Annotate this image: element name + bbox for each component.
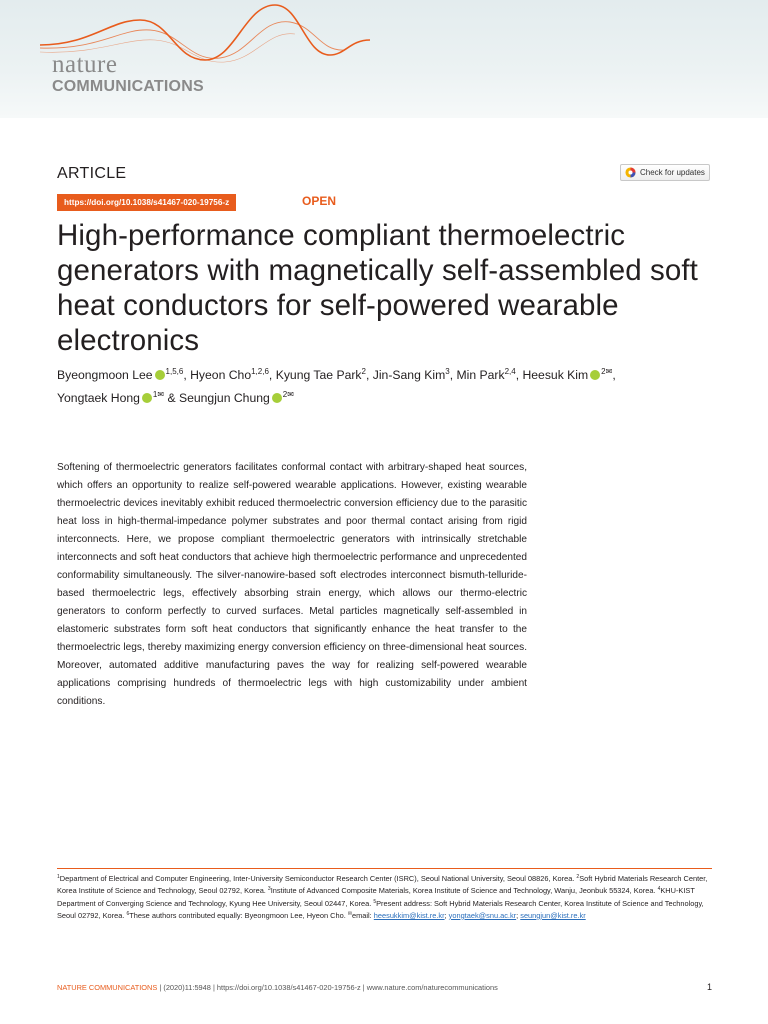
author-name[interactable]: Kyung Tae Park	[275, 368, 362, 382]
author-name[interactable]: Hyeon Cho	[190, 368, 252, 382]
journal-logo-communications: COMMUNICATIONS	[52, 78, 204, 95]
author-affiliation: 3	[445, 367, 450, 376]
check-updates-icon	[625, 167, 636, 178]
footnote-number: 4	[657, 886, 661, 893]
footnote-number: 6	[126, 910, 130, 917]
author-entry	[456, 368, 515, 382]
page-number: 1	[706, 982, 712, 992]
author-affiliation: 1,2,6	[251, 367, 269, 376]
author-affiliation: 1✉	[152, 390, 165, 399]
footnote-text: KHU-KIST Department of Converging Science and Technology, Kyung Hee University, Seoul 02447, Korea.	[57, 886, 695, 908]
author-name[interactable]: Yongtaek Hong	[57, 391, 140, 405]
doi-link[interactable]: https://doi.org/10.1038/s41467-020-19756-z	[57, 194, 236, 211]
article-title: High-performance compliant thermoelectric generators with magnetically self-assembled soft heat conductors for self-powered wearable electronics	[57, 219, 698, 357]
affiliation-footnotes: $^1$Department of Electrical and Computer Engineering, Inter-University Semiconductor Research Center (ISRC), Seoul National University, Seoul 08826, Korea. $^2$Soft Hybrid Materials Research Center, Korea Institute of Science and Technology, Seoul 02792, Korea. $^3$Institute of Advanced Composite Materials, Korea Institute of Science and Technology, Wanju, Jeonbuk 55324, Korea. $^4$KHU-KIST Department of Converging Science and Technology, Kyung Hee University, Seoul 02447, Korea. $^5$Present address: Soft Hybrid Materials Research Center, Korea Institute of Science and Technology, Seoul 02792, Korea. $^6$These authors contributed equally: Byeongmoon Lee, Hyeon Cho. ✉email: heesukkim@kist.re.kr; yongtaek@snu.ac.kr; seungjun@kist.re.kr	[57, 874, 708, 920]
author-entry	[190, 368, 269, 382]
author-name[interactable]: Heesuk Kim	[522, 368, 589, 382]
email-link[interactable]: seungjun@kist.re.kr	[520, 910, 586, 920]
author-name[interactable]: Seungjun Chung	[178, 391, 270, 405]
author-entry	[522, 368, 612, 382]
author-affiliation: 2✉	[601, 367, 613, 376]
email-link[interactable]: yongtaek@snu.ac.kr	[448, 910, 517, 920]
author-entry	[179, 391, 294, 405]
footer-citation	[57, 983, 498, 992]
abstract-text: Softening of thermoelectric generators facilitates conformal contact with arbitrary-shaped heat sources, which offers an opportunity to realize self-powered wearable applications. However, existing wearable thermoelectric devices inevitably exhibit reduced thermoelectric conversion efficiency due to the parasitic heat loss in high-thermal-impedance polymer substrates and poor thermal contact arising from rigid interconnects. Here, we propose compliant thermoelectric generators with intrinsically stretchable interconnects and soft heat conductors that achieve high thermoelectric performance and unprecedented conformability simultaneously. The silver-nanowire-based soft electrodes interconnect bismuth-telluride-based thermoelectric legs, effectively absorbing strain energy, which allows our thermo-electric generators to conform perfectly to curved surfaces. Metal particles magnetically self-assembled in elastomeric substrates form soft heat conductors that significantly enhance the heat transfer to the thermoelectric legs, thereby maximizing energy conversion efficiency on three-dimensional heat sources. Moreover, automated additive manufacturing paves the way for realizing self-powered wearable applications comprising hundreds of thermoelectric legs with high customizability under ambient conditions.	[57, 462, 527, 707]
orcid-icon[interactable]	[142, 393, 152, 403]
footer-journal-name: NATURE COMMUNICATIONS	[57, 982, 158, 992]
footnote-text: Department of Electrical and Computer Engineering, Inter-University Semiconductor Research Center (ISRC), Seoul National University, Seoul 08826, Korea.	[59, 874, 577, 883]
email-prefix: email:	[352, 910, 374, 920]
author-affiliation: 2✉	[282, 390, 294, 399]
footer-citation-text[interactable]: | (2020)11:5948 | https://doi.org/10.1038/s41467-020-19756-z | www.nature.com/naturecommunications	[157, 982, 498, 992]
author-affiliation: 2	[361, 367, 366, 376]
orcid-icon[interactable]	[272, 393, 282, 403]
author-entry	[276, 368, 366, 382]
author-entry	[57, 391, 164, 405]
author-name[interactable]: Byeongmoon Lee	[57, 368, 153, 382]
check-updates-label: Check for updates	[640, 168, 705, 177]
author-affiliation: 1,5,6	[165, 367, 184, 376]
footnote-text: Present address: Soft Hybrid Materials Research Center, Korea Institute of Science and Technology, Seoul 02792, Korea.	[57, 898, 704, 920]
journal-logo-nature: nature	[52, 51, 118, 78]
author-list: Byeongmoon Lee $^{1,5,6}$, Hyeon Cho$^{1,2,6}$, Kyung Tae Park$^2$, Jin-Sang Kim$^3$, Min Park$^{2,4}$, Heesuk Kim $^{2✉}$, Yongtaek Hong $^{1✉}$ & Seungjun Chung $^{2✉}$	[57, 367, 616, 405]
page-footer	[57, 982, 712, 992]
footnote-number: 5	[373, 898, 377, 905]
author-entry	[373, 368, 450, 382]
footnote-text: These authors contributed equally: Byeongmoon Lee, Hyeon Cho.	[129, 910, 348, 920]
check-for-updates-button[interactable]	[620, 164, 710, 181]
email-link[interactable]: heesukkim@kist.re.kr	[373, 910, 445, 920]
footnote-number: 3	[267, 886, 271, 893]
footnote-text: Institute of Advanced Composite Materials, Korea Institute of Science and Technology, Wanju, Jeonbuk 55324, Korea.	[270, 886, 658, 896]
orcid-icon[interactable]	[590, 370, 600, 380]
orcid-icon[interactable]	[155, 370, 165, 380]
article-type-label: ARTICLE	[57, 165, 127, 182]
footnote-number: 1	[57, 874, 60, 880]
footnote-text: Soft Hybrid Materials Research Center, Korea Institute of Science and Technology, Seoul 02792, Korea.	[57, 874, 708, 896]
author-name[interactable]: Min Park	[456, 368, 505, 382]
author-affiliation: 2,4	[504, 367, 516, 376]
author-name[interactable]: Jin-Sang Kim	[372, 368, 446, 382]
open-access-label: OPEN	[302, 194, 337, 208]
journal-banner	[0, 0, 768, 118]
footnote-number: 2	[576, 874, 580, 880]
footnote-divider	[57, 868, 712, 869]
envelope-icon: ✉	[347, 910, 353, 917]
author-entry	[57, 368, 183, 382]
